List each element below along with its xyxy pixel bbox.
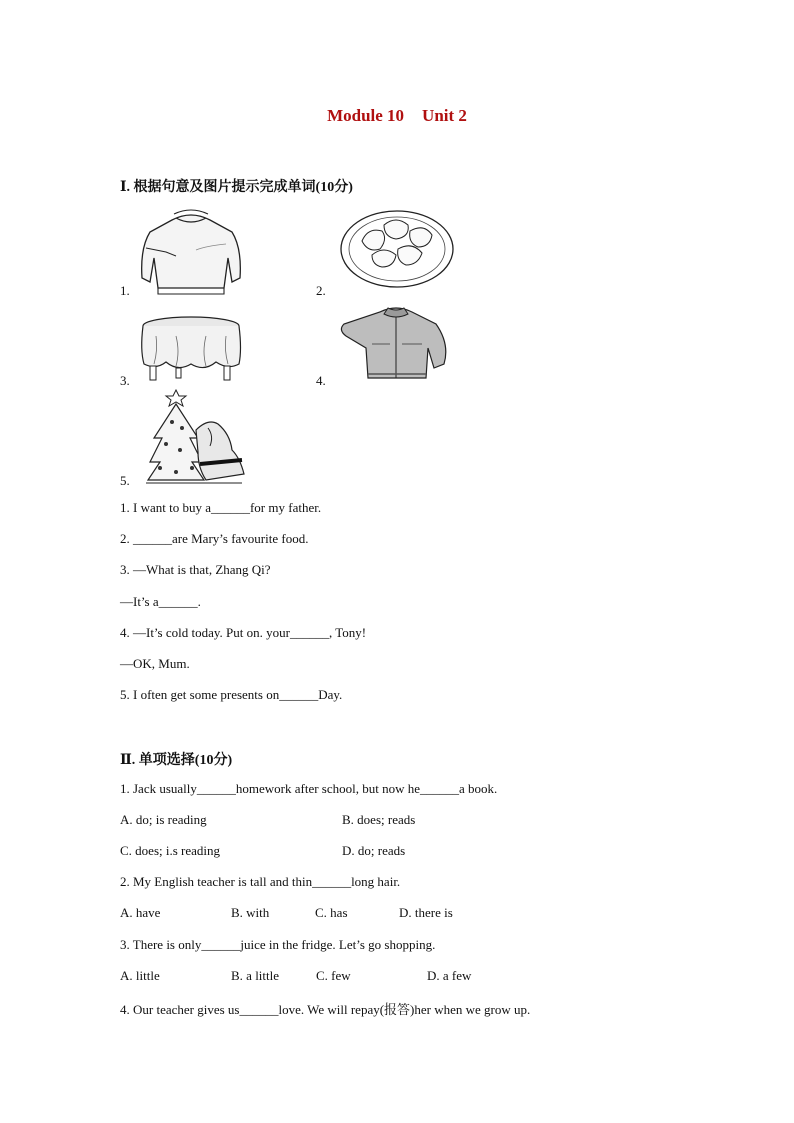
choice-option: C. does; i.s reading — [120, 843, 221, 858]
choice-option: D. there is — [399, 905, 453, 920]
choice-option: C. few — [316, 968, 351, 983]
choice-option: D. a few — [427, 968, 472, 983]
picture-number: 5. — [120, 473, 130, 488]
unit-label: Unit 2 — [422, 106, 467, 125]
module-label: Module 10 — [327, 106, 405, 125]
fill-in-question: 2. ______are Mary’s favourite food. — [120, 531, 309, 546]
choice-option: A. little — [120, 968, 160, 983]
choice-question-stem: 3. There is only______juice in the fridge. Let’s go shopping. — [120, 937, 436, 952]
picture-number: 3. — [120, 373, 130, 388]
choice-option: B. a little — [231, 968, 280, 983]
choice-option: C. has — [315, 905, 348, 920]
sweater-icon — [136, 208, 246, 296]
choice-question-stem: 2. My English teacher is tall and thin______long hair. — [120, 874, 401, 889]
choice-question-stem: 4. Our teacher gives us______love. We will repay(报答)her when we grow up. — [120, 1002, 531, 1017]
choice-option: B. does; reads — [342, 812, 416, 827]
jacket-icon — [336, 304, 452, 384]
choice-option: A. have — [120, 905, 161, 920]
section-1-heading: Ⅰ. 根据句意及图片提示完成单词(10分) — [120, 180, 353, 195]
fill-in-answer-line: —OK, Mum. — [120, 656, 190, 671]
picture-number: 4. — [316, 373, 326, 388]
fill-in-question: 4. —It’s cold today. Put on. your______, Tony! — [120, 625, 367, 640]
choice-option: D. do; reads — [342, 843, 406, 858]
fill-in-question: 1. I want to buy a______for my father. — [120, 500, 322, 515]
choice-option: B. with — [231, 905, 270, 920]
section-2-heading: Ⅱ. 单项选择(10分) — [120, 753, 233, 768]
fill-in-answer-line: —It’s a______. — [120, 594, 201, 609]
tablecloth-icon — [136, 314, 246, 384]
fill-in-question: 5. I often get some presents on______Day. — [120, 687, 343, 702]
fill-in-question: 3. —What is that, Zhang Qi? — [120, 562, 271, 577]
page-title — [0, 106, 794, 126]
choice-option: A. do; is reading — [120, 812, 207, 827]
christmas-tree-santa-icon — [136, 388, 248, 486]
choice-question-stem: 1. Jack usually______homework after school, but now he______a book. — [120, 781, 498, 796]
dumplings-icon — [338, 205, 456, 291]
picture-number: 1. — [120, 283, 130, 298]
picture-number: 2. — [316, 283, 326, 298]
